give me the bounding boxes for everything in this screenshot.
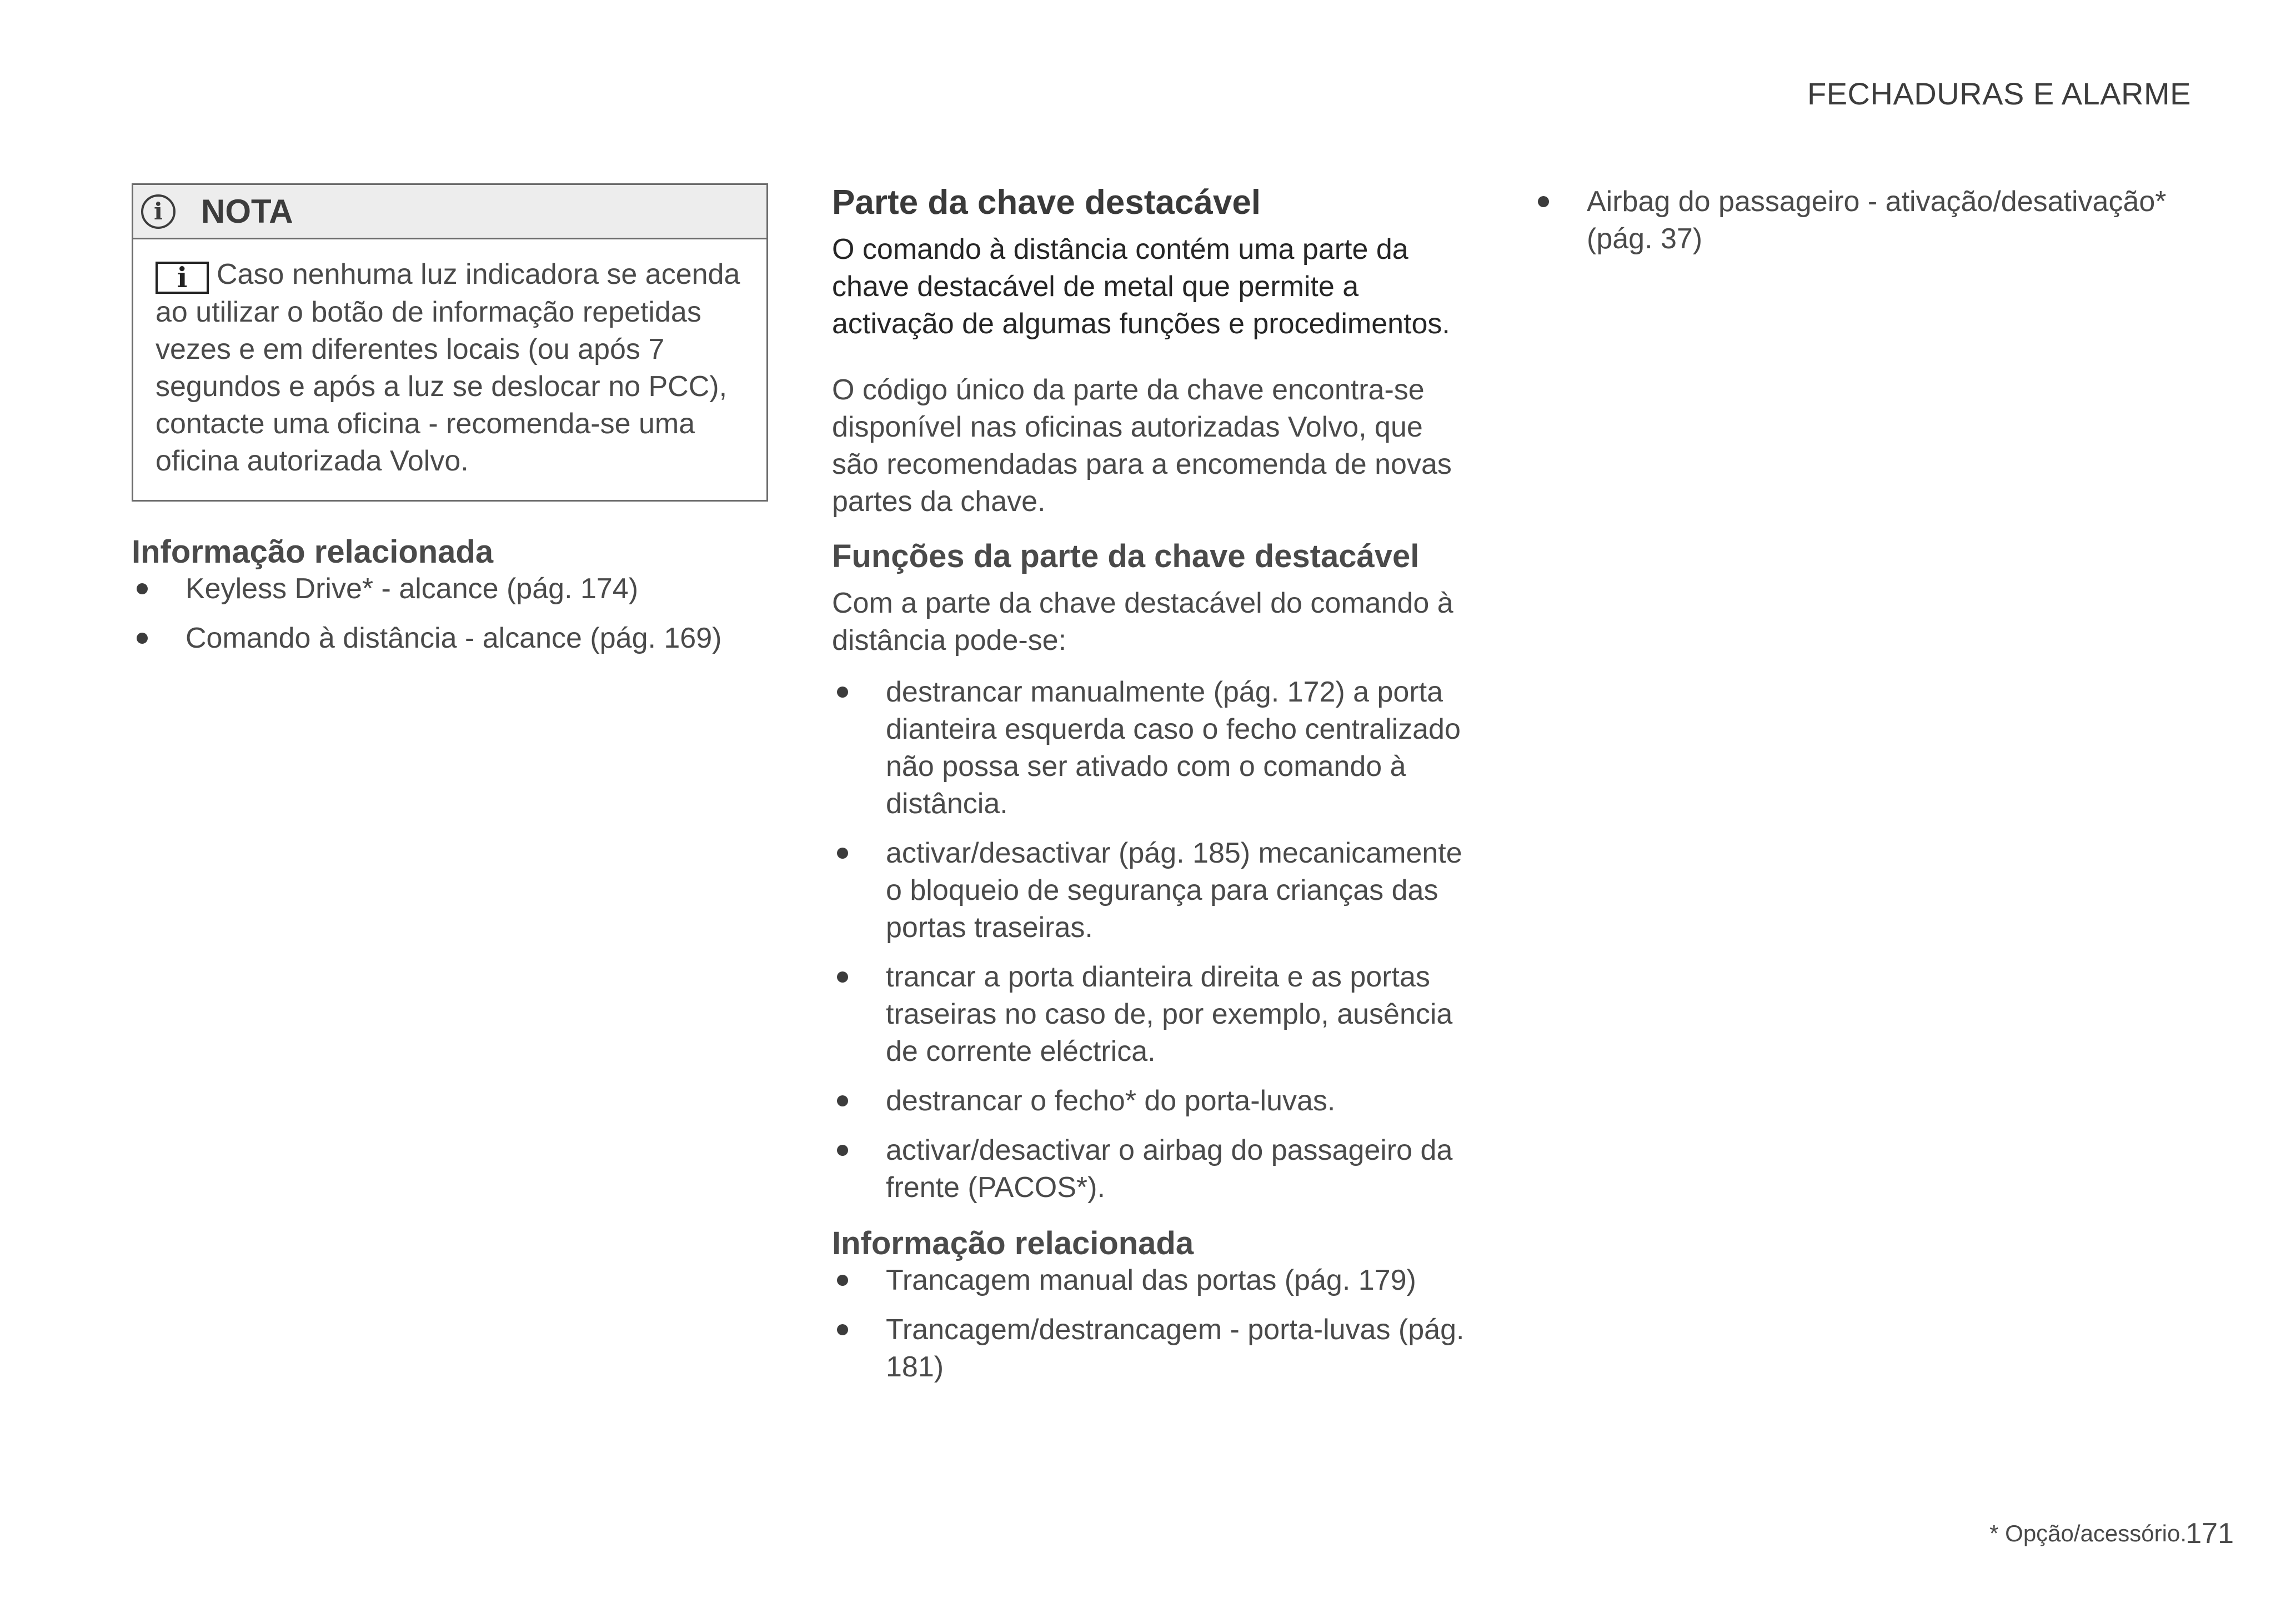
page-number: 171 <box>2185 1517 2234 1550</box>
left-column <box>132 183 768 669</box>
note-title: NOTA <box>201 193 293 230</box>
list-item: activar/desactivar o airbag do passageiro da frente (PACOS*). <box>832 1132 1476 1206</box>
bullet-icon <box>837 1324 848 1335</box>
related-link[interactable]: Keyless Drive* - alcance (pág. 174) <box>132 570 768 608</box>
related-list-right <box>1533 183 2194 258</box>
note-text: Caso nenhuma luz indicadora se acenda ao utilizar o botão de informação repetidas vezes e em diferentes locais (ou após 7 segundos e após a luz se deslocar no PCC), contacte uma oficina - recomenda-se uma oficina autorizada Volvo. <box>156 258 740 477</box>
list-item[interactable]: destrancar manualmente (pág. 172) a porta dianteira esquerda caso o fecho centralizado não possa ser ativado com o comando à distância. <box>832 674 1476 823</box>
section-header: FECHADURAS E ALARME <box>1807 76 2191 111</box>
bullet-icon <box>1538 196 1549 207</box>
bullet-icon <box>837 1145 848 1156</box>
list-item: destrancar o fecho* do porta-luvas. <box>832 1083 1476 1120</box>
note-box <box>132 183 768 502</box>
bullet-icon <box>837 1095 848 1106</box>
footer-note: * Opção/acessório. <box>1989 1520 2187 1546</box>
right-column <box>1533 183 2194 270</box>
related-link[interactable]: Comando à distância - alcance (pág. 169) <box>132 620 768 657</box>
functions-heading: Funções da parte da chave destacável <box>832 538 1420 574</box>
info-circle-icon: i <box>141 194 176 229</box>
related-heading-left: Informação relacionada <box>132 534 494 570</box>
related-heading-middle: Informação relacionada <box>832 1225 1194 1261</box>
middle-column <box>832 183 1476 1398</box>
list-item[interactable]: activar/desactivar (pág. 185) mecanicamente o bloqueio de segurança para crianças das portas traseiras. <box>832 835 1476 946</box>
related-link[interactable]: Trancagem/destrancagem - porta-luvas (pág. 181) <box>832 1311 1476 1386</box>
related-list-middle <box>832 1262 1476 1386</box>
related-link[interactable]: Trancagem manual das portas (pág. 179) <box>832 1262 1476 1299</box>
bullet-icon <box>837 687 848 698</box>
bullet-icon <box>137 633 148 644</box>
bullet-icon <box>837 971 848 983</box>
bullet-icon <box>837 848 848 859</box>
main-heading: Parte da chave destacável <box>832 183 1261 222</box>
functions-list <box>832 674 1476 1206</box>
bullet-icon <box>137 583 148 594</box>
body-paragraph: O código único da parte da chave encontra-se disponível nas oficinas autorizadas Volvo, que são recomendadas para a encomenda de novas partes da chave. <box>832 374 1452 518</box>
note-body <box>133 239 766 500</box>
info-button-icon: i <box>156 262 209 294</box>
bullet-icon <box>837 1275 848 1286</box>
list-item[interactable]: trancar a porta dianteira direita e as portas traseiras no caso de, por exemplo, ausência de corrente eléctrica. <box>832 959 1476 1070</box>
related-list-left <box>132 570 768 657</box>
intro-text: O comando à distância contém uma parte da chave destacável de metal que permite a activação de algumas funções e procedimentos. <box>832 233 1450 340</box>
functions-intro: Com a parte da chave destacável do comando à distância pode-se: <box>832 587 1453 657</box>
related-link[interactable]: Airbag do passageiro - ativação/desativação* (pág. 37) <box>1533 183 2194 258</box>
note-header <box>133 185 766 239</box>
